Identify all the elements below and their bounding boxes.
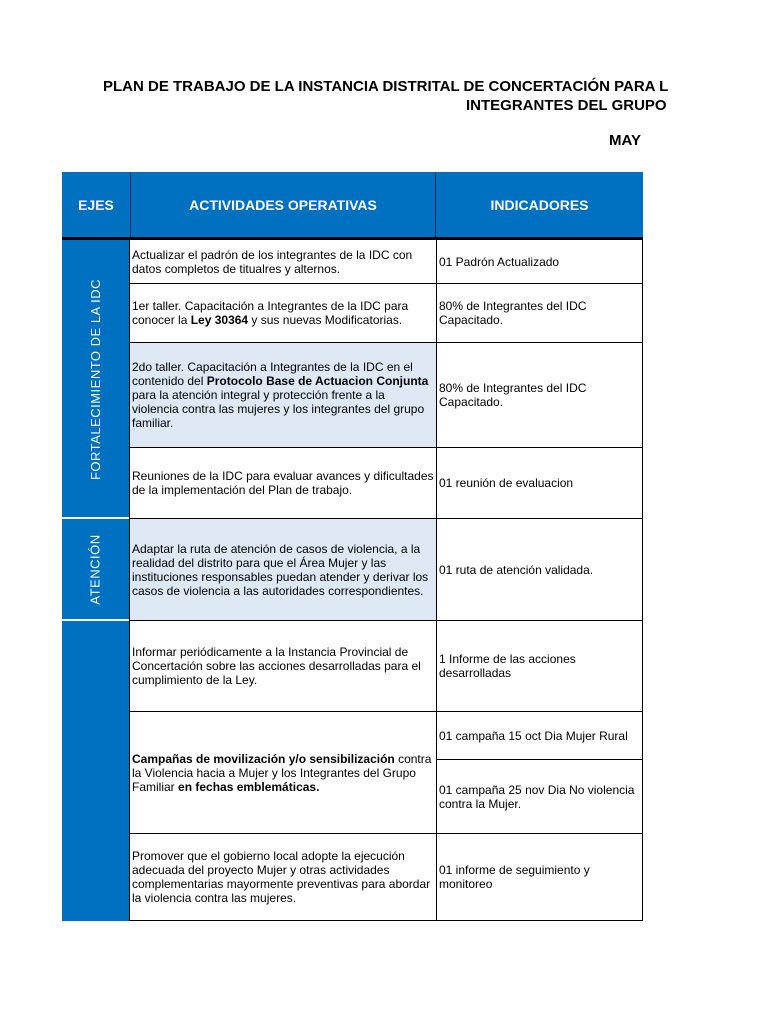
- activity-text: Adaptar la ruta de atención de casos de violencia, a la realidad del distrito para que el Área Mujer y las instituciones responsables puedan atender y derivar los casos de violencia a las autoridades correspondientes.: [132, 541, 429, 598]
- title-line-1: PLAN DE TRABAJO DE LA INSTANCIA DISTRITAL DE CONCERTACIÓN PARA L: [103, 78, 669, 95]
- title-line-3: MAY: [609, 132, 641, 149]
- activity-cell: [129, 448, 436, 518]
- indicator-cell: [436, 712, 643, 759]
- header-actividades: ACTIVIDADES OPERATIVAS: [131, 172, 436, 238]
- indicator-cell: [436, 621, 643, 711]
- indicator-text: 01 campaña 15 oct Dia Mujer Rural: [439, 728, 628, 743]
- indicator-text: 01 Padrón Actualizado: [439, 254, 560, 269]
- indicator-text: 01 campaña 25 nov Dia No violencia contra la Mujer.: [439, 782, 635, 811]
- activity-cell: [129, 621, 436, 711]
- axis-fortalecimiento: [62, 240, 129, 518]
- indicator-text: 80% de Integrantes del IDC Capacitado.: [439, 299, 587, 327]
- indicator-cell: [436, 240, 643, 283]
- axis-atencion: [62, 519, 129, 620]
- indicator-cell: [436, 760, 643, 833]
- indicator-cell: [436, 343, 643, 447]
- indicator-text: 01 reunión de evaluacion: [439, 476, 574, 490]
- axis-third: [62, 621, 129, 921]
- activity-cell: [129, 343, 436, 447]
- header-ejes: EJES: [62, 172, 131, 238]
- activity-cell: [129, 712, 436, 833]
- activity-text: 2do taller. Capacitación a Integrantes de la IDC en el contenido del Protocolo Base de Actuacion Conjunta para la atención integral y protección frente a la violencia contra las mujeres y los integrantes del grupo familiar.: [132, 360, 429, 430]
- activity-text: Reuniones de la IDC para evaluar avances y dificultades de la implementación del Plan de trabajo.: [132, 469, 434, 497]
- indicator-text: 01 informe de seguimiento y monitoreo: [439, 863, 590, 891]
- axis-label-fortalecimiento: FORTALECIMIENTO DE LA IDC: [88, 278, 104, 480]
- activity-cell: [129, 240, 436, 283]
- indicator-text: 01 ruta de atención validada.: [439, 562, 594, 577]
- indicator-cell: [436, 519, 643, 620]
- activity-text: 1er taller. Capacitación a Integrantes de la IDC para conocer la Ley 30364 y sus nuevas Modificatorias.: [132, 299, 409, 327]
- title-line-2: INTEGRANTES DEL GRUPO: [466, 97, 667, 114]
- activity-cell: [129, 834, 436, 920]
- indicator-cell: [436, 284, 643, 342]
- activity-cell: [129, 284, 436, 342]
- activity-text: Promover que el gobierno local adopte la ejecución adecuada del proyecto Mujer y otras actividades complementarias mayormente preventivas para abordar la violencia contra las mujeres.: [132, 849, 431, 905]
- indicator-text: 80% de Integrantes del IDC Capacitado.: [439, 381, 587, 409]
- activity-cell: [129, 519, 436, 620]
- table-bottom-border: [129, 920, 643, 921]
- indicator-cell: [436, 834, 643, 920]
- header-indicadores: INDICADORES: [436, 172, 643, 238]
- activity-text: Informar periódicamente a la Instancia Provincial de Concertación sobre las acciones desarrolladas para el cumplimiento de la Ley.: [132, 645, 421, 687]
- indicator-cell: [436, 448, 643, 518]
- indicator-text: 1 Informe de las acciones desarrolladas: [439, 652, 576, 680]
- activity-text: Actualizar el padrón de los integrantes de la IDC con datos completos de titualres y alternos.: [132, 247, 413, 276]
- axis-label-atencion: ATENCIÓN: [88, 534, 103, 605]
- activity-text: Campañas de movilización y/o sensibilización contra la Violencia hacia a Mujer y los Integrantes del Grupo Familiar en fechas emblemáticas.: [132, 751, 432, 794]
